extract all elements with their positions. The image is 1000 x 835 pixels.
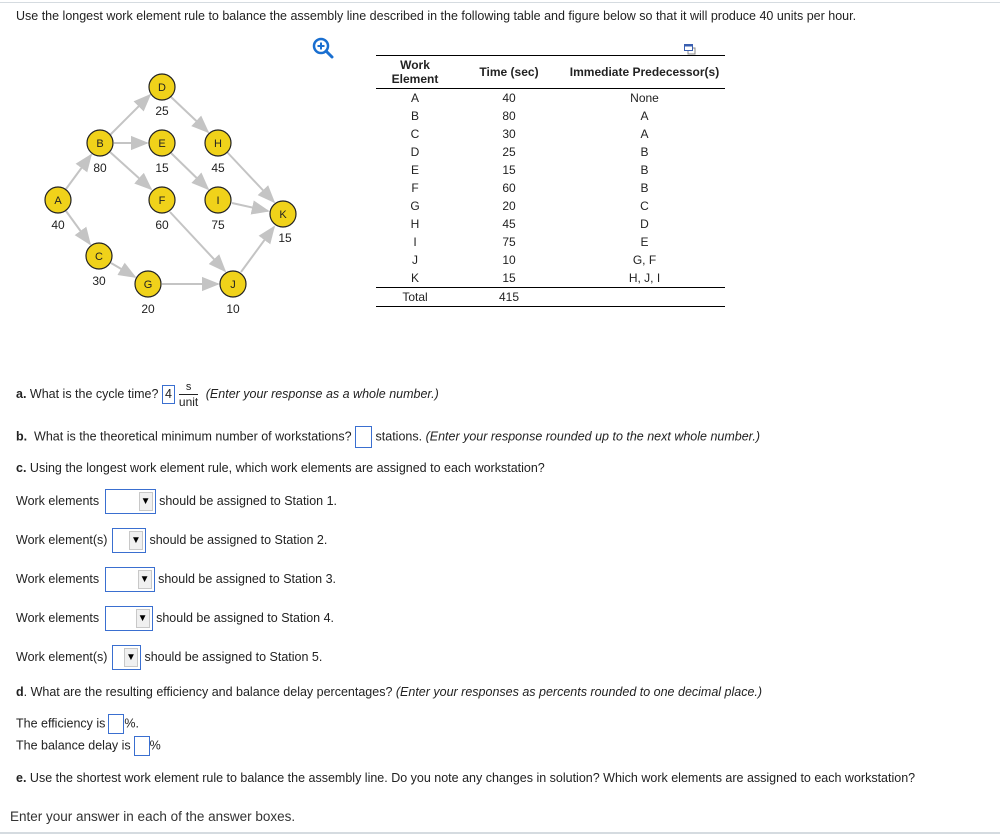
cycle-time-input[interactable]: 4 bbox=[162, 385, 175, 404]
top-divider bbox=[0, 2, 1000, 3]
footer-instruction: Enter your answer in each of the answer boxes. bbox=[10, 809, 296, 824]
station-2-select[interactable] bbox=[112, 528, 146, 553]
zoom-in-icon[interactable] bbox=[312, 37, 334, 59]
svg-text:30: 30 bbox=[92, 274, 106, 288]
table-row: E 15 B bbox=[410, 163, 649, 177]
balance-delay-row: The balance delay is % bbox=[16, 736, 161, 756]
precedence-diagram bbox=[0, 60, 370, 330]
svg-text:20: 20 bbox=[141, 302, 155, 316]
precedence-diagram-svg bbox=[0, 60, 370, 330]
question-a: a. What is the cycle time? 4 $\frac{s}{\text{unit}}$ (Enter your response as a whole number.) bbox=[16, 381, 439, 409]
table-row: H 45 D bbox=[410, 217, 649, 231]
svg-text:E: E bbox=[158, 138, 166, 150]
chevron-down-icon[interactable]: ▼ bbox=[124, 648, 138, 667]
header-time: Time (sec) bbox=[479, 65, 539, 79]
table-row: C 30 A bbox=[410, 127, 649, 141]
station-1-row: Work elements ▼ should be assigned to Station 1. bbox=[16, 489, 337, 514]
svg-text:75: 75 bbox=[211, 218, 225, 232]
table-row: B 80 A bbox=[410, 109, 649, 123]
svg-text:40: 40 bbox=[51, 218, 65, 232]
table-total-row: Total 415 bbox=[376, 288, 725, 307]
svg-text:10: 10 bbox=[226, 302, 240, 316]
svg-text:I: I bbox=[216, 195, 220, 207]
svg-text:C: C bbox=[95, 251, 103, 263]
table-header-row bbox=[376, 56, 725, 89]
table-row: D 25 B bbox=[410, 145, 649, 159]
table-row: A 40 None bbox=[410, 91, 659, 105]
station-3-row: Work elements ▼ should be assigned to Station 3. bbox=[16, 567, 336, 592]
efficiency-row: The efficiency is %. bbox=[16, 714, 139, 734]
header-work-element: Work Element bbox=[391, 58, 439, 86]
svg-text:J: J bbox=[230, 279, 236, 291]
svg-text:H: H bbox=[214, 138, 222, 150]
svg-text:15: 15 bbox=[278, 231, 292, 245]
question-e: e. Use the shortest work element rule to balance the assembly line. Do you note any changes in solution? Which work elements are assigned to each workstation? bbox=[16, 771, 916, 785]
svg-text:25: 25 bbox=[155, 104, 169, 118]
station-3-select[interactable] bbox=[105, 567, 155, 592]
work-element-table bbox=[376, 55, 725, 307]
unit-fraction: $\frac{s}{\text{unit}}$ bbox=[178, 381, 199, 409]
chevron-down-icon[interactable]: ▼ bbox=[138, 570, 152, 589]
svg-text:G: G bbox=[143, 279, 153, 291]
svg-text:F: F bbox=[158, 195, 166, 207]
table-row: G 20 C bbox=[410, 199, 649, 213]
chevron-down-icon[interactable]: ▼ bbox=[136, 609, 150, 628]
svg-text:D: D bbox=[158, 82, 166, 94]
station-1-select[interactable] bbox=[105, 489, 156, 514]
question-b: b. What is the theoretical minimum number of workstations? stations. (Enter your response rounded up to the next whole number.) bbox=[16, 426, 760, 448]
table-row: I 75 E bbox=[413, 235, 649, 249]
svg-text:15: 15 bbox=[155, 161, 169, 175]
station-4-select[interactable] bbox=[105, 606, 153, 631]
station-2-row: Work element(s) ▼ should be assigned to Station 2. bbox=[16, 528, 327, 553]
problem-statement: Use the longest work element rule to balance the assembly line described in the following table and figure below so that it will produce 40 units per hour. bbox=[16, 9, 857, 23]
svg-text:80: 80 bbox=[93, 161, 107, 175]
table-row: J 10 G, F bbox=[412, 253, 657, 267]
bottom-divider bbox=[0, 832, 1000, 834]
question-d: d. What are the resulting efficiency and balance delay percentages? (Enter your responses as percents rounded to one decimal place.) bbox=[16, 685, 763, 699]
svg-text:45: 45 bbox=[211, 161, 225, 175]
min-workstations-input[interactable] bbox=[355, 426, 372, 448]
table-row: K 15 H, J, I bbox=[410, 271, 661, 285]
svg-text:A: A bbox=[54, 195, 62, 207]
header-predecessors: Immediate Predecessor(s) bbox=[569, 65, 720, 79]
station-5-row: Work element(s) ▼ should be assigned to Station 5. bbox=[16, 645, 322, 670]
efficiency-input[interactable] bbox=[108, 714, 124, 734]
svg-text:60: 60 bbox=[155, 218, 169, 232]
popout-icon[interactable] bbox=[684, 44, 696, 55]
chevron-down-icon[interactable]: ▼ bbox=[129, 531, 143, 550]
station-4-row: Work elements ▼ should be assigned to Station 4. bbox=[16, 606, 334, 631]
svg-text:K: K bbox=[279, 209, 287, 221]
chevron-down-icon[interactable]: ▼ bbox=[139, 492, 153, 511]
svg-text:B: B bbox=[96, 138, 104, 150]
question-c: c. Using the longest work element rule, which work elements are assigned to each workstation? bbox=[16, 461, 545, 475]
station-5-select[interactable] bbox=[112, 645, 141, 670]
balance-delay-input[interactable] bbox=[134, 736, 150, 756]
table-row: F 60 B bbox=[411, 181, 649, 195]
